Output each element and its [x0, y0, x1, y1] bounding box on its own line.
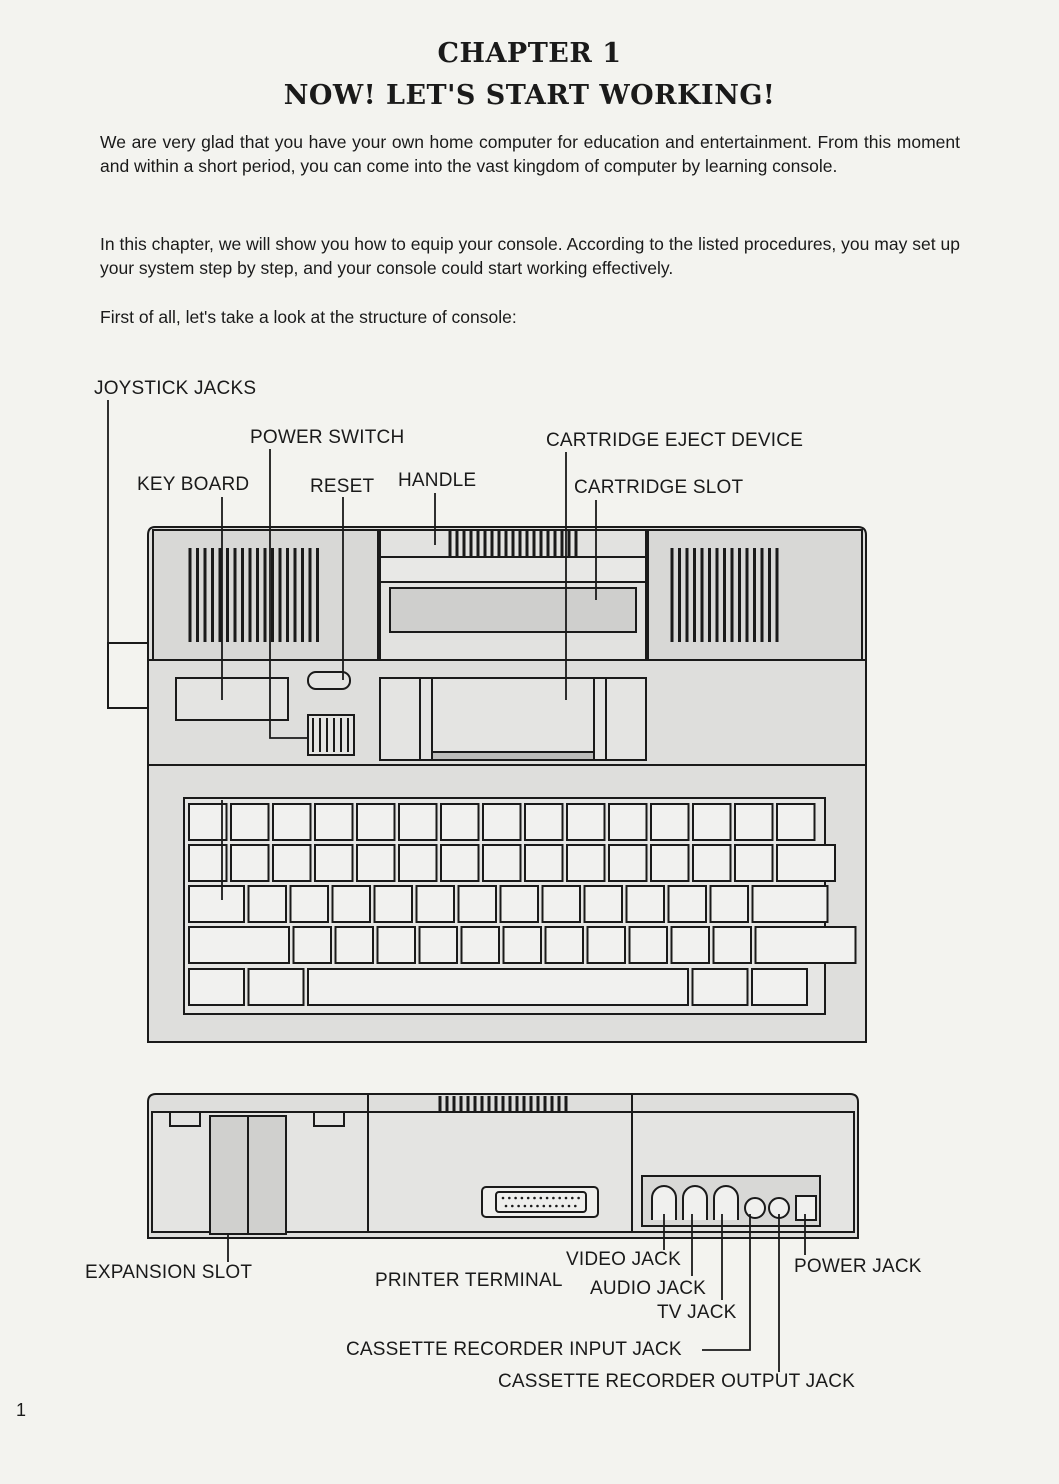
keyboard-key — [735, 804, 773, 840]
keyboard-key — [585, 886, 623, 922]
printer-pin — [577, 1197, 580, 1200]
keyboard-key — [189, 927, 289, 963]
keyboard-key — [504, 927, 542, 963]
printer-pin — [558, 1197, 561, 1200]
label-expansion-slot: EXPANSION SLOT — [85, 1262, 253, 1283]
tv-jack-shape — [714, 1186, 738, 1220]
keyboard-key — [630, 927, 668, 963]
printer-pin — [565, 1197, 568, 1200]
keyboard-key — [735, 845, 773, 881]
intro-paragraph: We are very glad that you have your own home computer for education and entertainment. From this moment and within a short period, you can come into the vast kingdom of computer by learning console. — [100, 132, 960, 176]
keyboard-key — [459, 886, 497, 922]
keyboard-key — [693, 969, 748, 1005]
label-audio-jack: AUDIO JACK — [590, 1278, 707, 1299]
keyboard-key — [693, 845, 731, 881]
printer-pin — [549, 1205, 552, 1208]
label-joystick-jacks: JOYSTICK JACKS — [94, 378, 257, 399]
label-tv-jack: TV JACK — [657, 1302, 737, 1323]
keyboard-key — [441, 804, 479, 840]
label-reset: RESET — [310, 476, 375, 497]
printer-pin — [546, 1197, 549, 1200]
keyboard-key — [291, 886, 329, 922]
power-jack-shape — [796, 1196, 816, 1220]
keyboard-key — [651, 845, 689, 881]
keyboard-key — [189, 804, 227, 840]
printer-pin — [517, 1205, 520, 1208]
label-keyboard: KEY BOARD — [137, 474, 250, 495]
label-cassette-output-jack: CASSETTE RECORDER OUTPUT JACK — [498, 1371, 855, 1392]
keyboard-key — [711, 886, 749, 922]
keyboard-key — [375, 886, 413, 922]
keyboard-key — [525, 804, 563, 840]
keyboard-key — [189, 845, 227, 881]
keyboard-key — [399, 845, 437, 881]
cassette-input-jack-shape — [745, 1198, 765, 1218]
keyboard-key — [417, 886, 455, 922]
keyboard-key — [543, 886, 581, 922]
keyboard-key — [315, 804, 353, 840]
chapter-heading: CHAPTER 1 — [437, 38, 622, 69]
printer-pin — [533, 1197, 536, 1200]
keyboard-key — [273, 845, 311, 881]
setup-paragraph: In this chapter, we will show you how to equip your console. According to the listed procedures, you may set up your system step by step, and your console could start working effectively. — [100, 234, 960, 278]
keyboard-key — [189, 886, 244, 922]
printer-pin — [543, 1205, 546, 1208]
keyboard-key — [189, 969, 244, 1005]
label-cassette-input-jack: CASSETTE RECORDER INPUT JACK — [346, 1339, 682, 1360]
label-cartridge-slot: CARTRIDGE SLOT — [574, 477, 744, 498]
keyboard-key — [336, 927, 374, 963]
keyboard-key — [777, 804, 815, 840]
printer-pin — [527, 1197, 530, 1200]
keyboard-key — [672, 927, 710, 963]
printer-pin — [530, 1205, 533, 1208]
keyboard-key — [483, 845, 521, 881]
keyboard-key — [231, 845, 269, 881]
keyboard-key — [483, 804, 521, 840]
keyboard-key — [441, 845, 479, 881]
keyboard-port — [176, 678, 288, 720]
keyboard-key — [249, 886, 287, 922]
keyboard-key — [714, 927, 752, 963]
keyboard-key — [294, 927, 332, 963]
keyboard-key — [753, 886, 828, 922]
printer-pin — [536, 1205, 539, 1208]
keyboard-key — [273, 804, 311, 840]
keyboard-key — [315, 845, 353, 881]
keyboard-key — [777, 845, 835, 881]
structure-paragraph: First of all, let's take a look at the structure of console: — [100, 307, 517, 327]
keyboard-key — [752, 969, 807, 1005]
printer-pin — [568, 1205, 571, 1208]
printer-pin — [502, 1197, 505, 1200]
keyboard-key — [357, 804, 395, 840]
keyboard-key — [357, 845, 395, 881]
printer-pin — [555, 1205, 558, 1208]
printer-pin — [561, 1205, 564, 1208]
keyboard-key — [693, 804, 731, 840]
chapter-title: NOW! LET'S START WORKING! — [283, 80, 776, 111]
keyboard-key — [462, 927, 500, 963]
keyboard-key — [308, 969, 688, 1005]
cartridge-slot-shape — [390, 588, 636, 632]
printer-pin — [574, 1205, 577, 1208]
keyboard-key — [333, 886, 371, 922]
page-number: 1 — [16, 1400, 27, 1420]
keyboard-key — [231, 804, 269, 840]
keyboard-key — [399, 804, 437, 840]
keyboard-key — [627, 886, 665, 922]
label-handle: HANDLE — [398, 470, 477, 491]
printer-pin — [540, 1197, 543, 1200]
keyboard-key — [609, 804, 647, 840]
keyboard-key — [249, 969, 304, 1005]
printer-pin — [524, 1205, 527, 1208]
printer-pin — [552, 1197, 555, 1200]
printer-pin — [521, 1197, 524, 1200]
keyboard-key — [609, 845, 647, 881]
keyboard-key — [588, 927, 626, 963]
printer-pin — [514, 1197, 517, 1200]
label-video-jack: VIDEO JACK — [566, 1249, 681, 1270]
keyboard-key — [567, 845, 605, 881]
label-printer-terminal: PRINTER TERMINAL — [375, 1270, 563, 1291]
audio-jack-shape — [683, 1186, 707, 1220]
printer-pin — [508, 1197, 511, 1200]
keyboard-key — [546, 927, 584, 963]
keyboard-key — [651, 804, 689, 840]
printer-pin — [571, 1197, 574, 1200]
printer-pin — [511, 1205, 514, 1208]
label-cartridge-eject: CARTRIDGE EJECT DEVICE — [546, 430, 804, 451]
keyboard-key — [669, 886, 707, 922]
printer-pin — [505, 1205, 508, 1208]
label-power-jack: POWER JACK — [794, 1256, 922, 1277]
keyboard-key — [567, 804, 605, 840]
keyboard-key — [525, 845, 563, 881]
keyboard-key — [420, 927, 458, 963]
keyboard-key — [756, 927, 856, 963]
handle-frame — [380, 557, 646, 582]
keyboard-key — [378, 927, 416, 963]
label-power-switch: POWER SWITCH — [250, 427, 405, 448]
keyboard-key — [501, 886, 539, 922]
